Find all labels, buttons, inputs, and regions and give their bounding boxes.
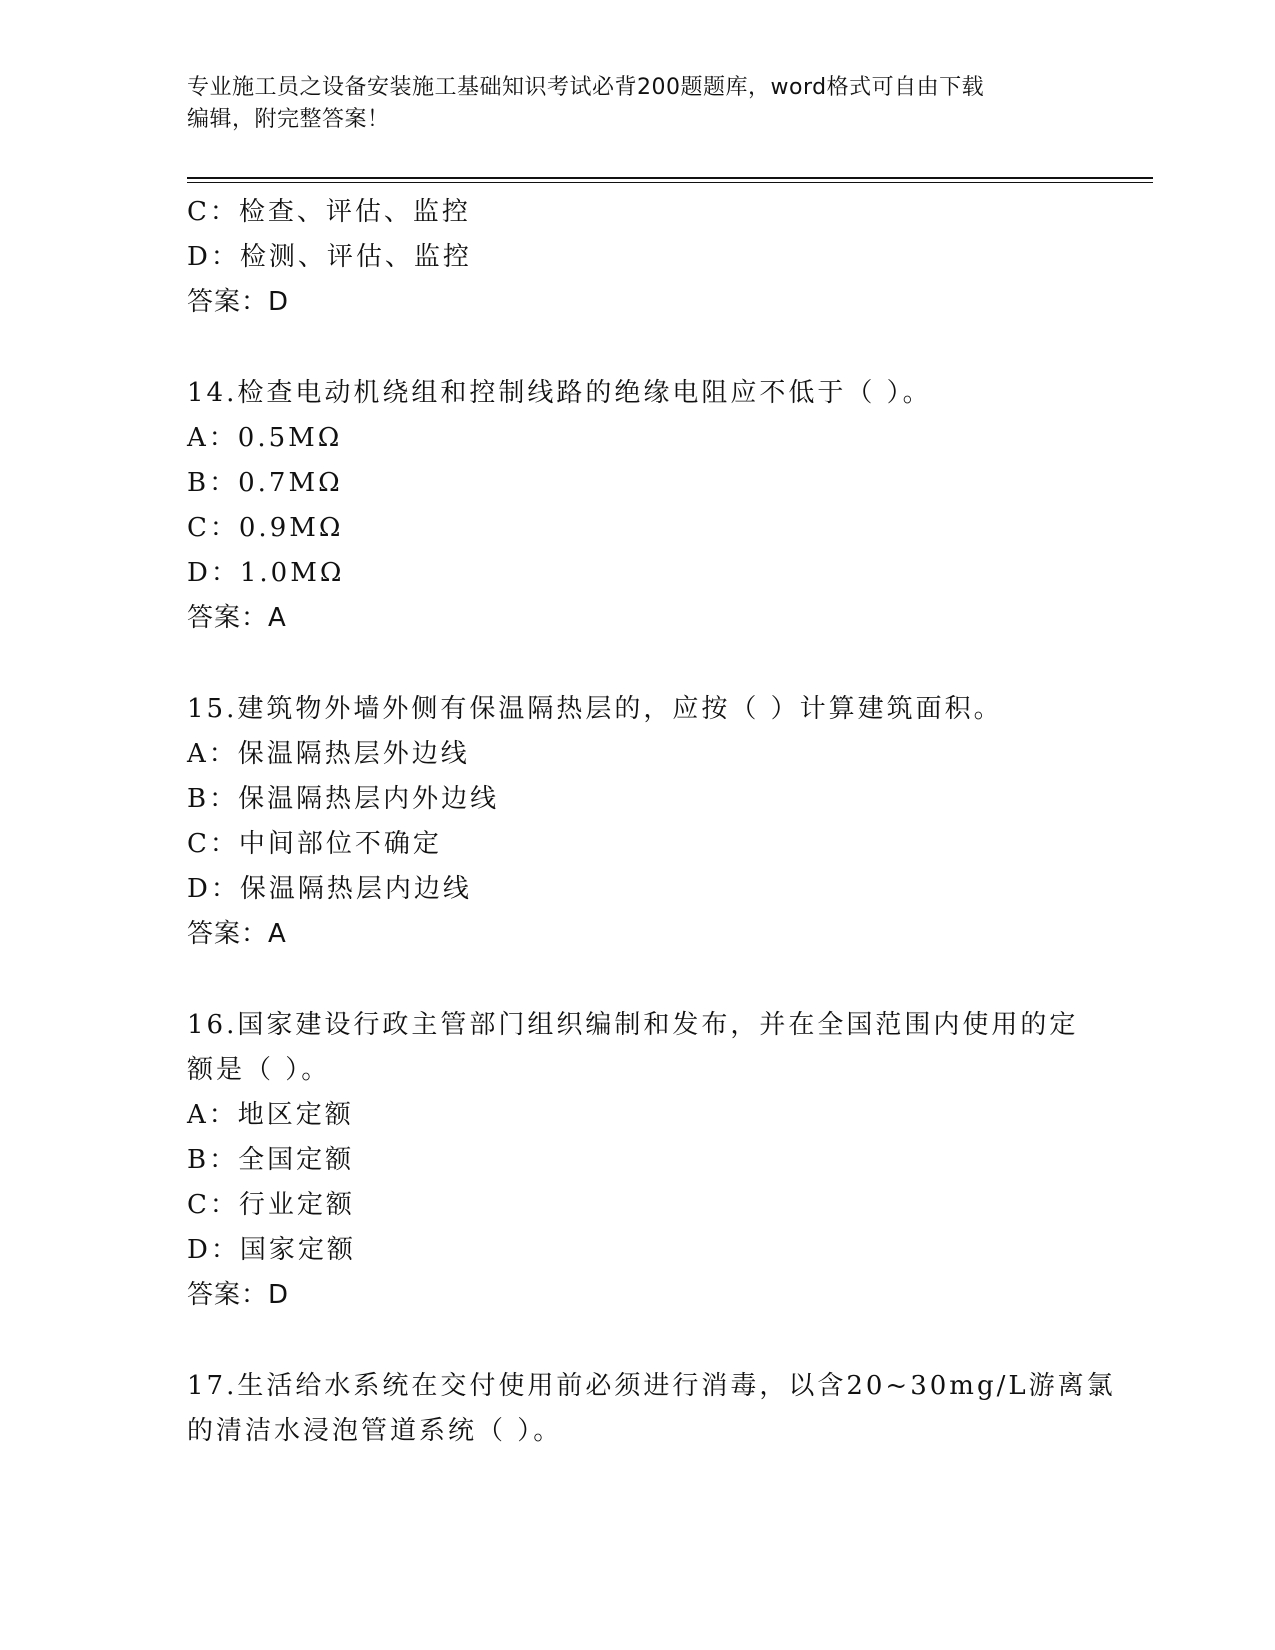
option-d: D：检测、评估、监控: [187, 242, 472, 272]
question-text-line-1: 17.生活给水系统在交付使用前必须进行消毒，以含20~30mg/L游离氯: [187, 1371, 1116, 1401]
question-list: [187, 190, 1116, 1454]
spacer: [187, 325, 1087, 371]
question-text: 14.检查电动机绕组和控制线路的绝缘电阻应不低于（ ）。: [187, 378, 932, 408]
answer-label: 答案：A: [187, 603, 287, 633]
option-d: D：国家定额: [187, 1235, 356, 1265]
document-header: [187, 72, 1087, 136]
question-text: 15.建筑物外墙外侧有保温隔热层的，应按（ ）计算建筑面积。: [187, 694, 1003, 724]
question-text-line-2: 额是（ ）。: [187, 1055, 331, 1085]
option-a: A：0.5MΩ: [187, 423, 343, 453]
header-line-1: 专业施工员之设备安装施工基础知识考试必背200题题库，word格式可自由下载: [187, 75, 985, 100]
option-a: A：地区定额: [187, 1100, 354, 1130]
option-c: C：行业定额: [187, 1190, 355, 1220]
answer-label: 答案：D: [187, 287, 290, 317]
answer-label: 答案：A: [187, 919, 287, 949]
answer-label: 答案：D: [187, 1280, 290, 1310]
spacer: [187, 641, 1087, 687]
question-13-block: [187, 190, 1087, 325]
question-text-line-1: 16.国家建设行政主管部门组织编制和发布，并在全国范围内使用的定: [187, 1010, 1079, 1040]
option-b: B：全国定额: [187, 1145, 355, 1175]
option-c: C：0.9MΩ: [187, 513, 344, 543]
question-15-block: [187, 687, 1087, 957]
header-rule-thin: [187, 182, 1153, 183]
option-b: B：0.7MΩ: [187, 468, 343, 498]
header-line-2: 编辑，附完整答案！: [187, 107, 390, 132]
option-d: D：保温隔热层内边线: [187, 874, 472, 904]
option-a: A：保温隔热层外边线: [187, 739, 470, 769]
option-d: D：1.0MΩ: [187, 558, 345, 588]
spacer: [187, 957, 1087, 1003]
header-rule-thick: [187, 177, 1153, 179]
question-17-block: [187, 1364, 1116, 1454]
question-text-line-2: 的清洁水浸泡管道系统（ ）。: [187, 1416, 563, 1446]
spacer: [187, 1318, 1087, 1364]
option-b: B：保温隔热层内外边线: [187, 784, 500, 814]
option-c: C：检查、评估、监控: [187, 197, 471, 227]
question-14-block: [187, 371, 1087, 641]
option-c: C：中间部位不确定: [187, 829, 442, 859]
question-16-block: [187, 1003, 1087, 1318]
